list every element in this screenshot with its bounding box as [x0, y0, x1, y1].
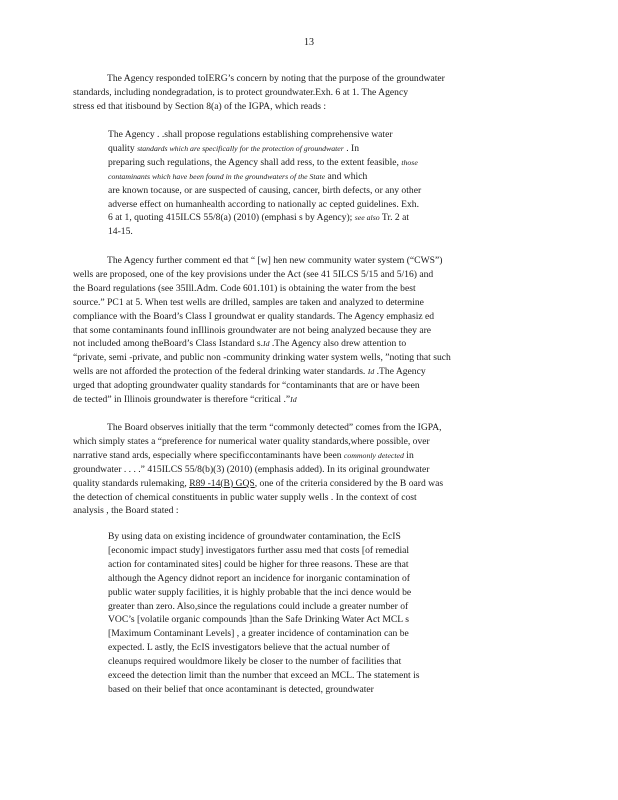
text-line: [108, 211, 472, 225]
text-line: that some contaminants found inIllinois groundwater are not being analyzed because they are: [73, 324, 432, 336]
text-line: [Maximum Contaminant Levels] , a greater incidence of contamination can be: [108, 628, 409, 640]
text-line: groundwater . . . .” 415ILCS 55/8(b)(3) (2010) (emphasis added). In its original groundwater: [73, 463, 430, 475]
emphasis-text: commonly detected: [343, 450, 404, 460]
paragraph-agency-comment: [73, 254, 489, 407]
text-line: The Agency . .shall propose regulations establishing comprehensive water: [108, 129, 393, 140]
text-line: [108, 156, 472, 170]
text-line: [108, 170, 472, 184]
text-line: [economic impact study] investigators further assu med that costs [of remedial: [108, 544, 410, 556]
text-line: the detection of chemical constituents in public water supply wells . In the context of cost: [73, 491, 417, 503]
text-line: [108, 142, 472, 156]
text-line: action for contaminated sites] could be higher for three reasons. These are that: [108, 558, 409, 570]
text-span: in: [406, 449, 414, 461]
emphasis-text: see also: [354, 213, 380, 223]
paragraph-agency-response: [73, 72, 489, 114]
text-line: the Board regulations (see 35Ill.Adm. Code 601.101) is obtaining the water from the best: [73, 282, 416, 294]
emphasis-text: those: [401, 157, 418, 167]
text-span: . In: [346, 142, 360, 154]
text-line: By using data on existing incidence of groundwater contamination, the EcIS: [108, 531, 401, 542]
page-number: 13: [304, 37, 314, 48]
text-line: [73, 449, 489, 463]
text-line: based on their belief that once acontaminant is detected, groundwater: [108, 683, 374, 695]
text-line: analysis , the Board stated :: [73, 505, 179, 517]
text-line: [73, 477, 489, 491]
text-line: cleanups required wouldmore likely be closer to the number of facilities that: [108, 656, 402, 668]
docket-link[interactable]: R89 -14(B) GQS: [189, 477, 255, 489]
text-line: are known tocause, or are suspected of causing, cancer, birth defects, or any other: [108, 184, 422, 196]
text-span: quality: [108, 142, 135, 154]
text-span: not included among theBoard’s Class Istandard s.: [73, 338, 263, 350]
emphasis-text: contaminants which have been found in the groundwaters of the State: [108, 171, 326, 181]
emphasis-text: standards which are specifically for the protection of groundwater: [137, 143, 344, 153]
text-span: and which: [327, 170, 368, 182]
text-line: stress ed that itisbound by Section 8(a) of the IGPA, which reads :: [73, 100, 327, 112]
text-span: wells are not afforded the protection of the federal drinking water standards.: [73, 366, 366, 378]
text-line: exceed the detection limit than the number that exceed an MCL. The statement is: [108, 670, 420, 682]
text-line: [73, 365, 489, 379]
text-line: urged that adopting groundwater quality standards for “contaminants that are or have been: [73, 380, 420, 392]
text-line: 14-15.: [108, 226, 133, 238]
text-line: adverse effect on humanhealth according to nationally ac cepted guidelines. Exh.: [108, 198, 419, 210]
paragraph-board-observes: [73, 421, 489, 518]
text-line: compliance with the Board’s Class I groundwat er quality standards. The Agency emphasiz ed: [73, 310, 435, 322]
text-line: [73, 393, 489, 407]
text-line: The Board observes initially that the term “commonly detected” comes from the IGPA,: [107, 422, 442, 433]
text-line: standards, including nondegradation, is to protect groundwater.Exh. 6 at 1. The Agency: [73, 86, 408, 98]
block-quote-igpa: [108, 128, 472, 239]
text-line: expected. L astly, the EcIS investigators believe that the actual number of: [108, 642, 390, 654]
text-line: VOC’s [volatile organic compounds ]than the Safe Drinking Water Act MCL s: [108, 614, 409, 626]
citation-id: Id: [290, 395, 297, 405]
text-line: greater than zero. Also,since the regulations could include a greater number of: [108, 600, 409, 612]
citation-id: Id: [262, 339, 270, 349]
block-quote-board-statement: [108, 530, 472, 697]
text-line: which simply states a “preference for numerical water quality standards,where possible, over: [73, 435, 430, 447]
text-span: Tr. 2 at: [381, 212, 409, 224]
text-line: public water supply facilities, it is highly probable that the inci dence would be: [108, 586, 412, 598]
text-span: de tected” in Illinois groundwater is therefore “critical .”: [73, 394, 291, 406]
text-line: The Agency further comment ed that “ [w] hen new community water system (“CWS”): [107, 255, 443, 266]
text-line: wells are proposed, one of the key provisions under the Act (see 41 5ILCS 5/15 and 5/16) and: [73, 268, 434, 280]
text-line: [73, 337, 489, 351]
text-span: .The Agency also drew attention to: [271, 338, 407, 350]
text-span: 6 at 1, quoting 415ILCS 55/8(a) (2010) (emphasi s by Agency);: [108, 212, 353, 224]
citation-id: Id: [367, 367, 375, 377]
text-span: , one of the criteria considered by the B oard was: [254, 477, 444, 489]
text-line: source.” PC1 at 5. When test wells are drilled, samples are taken and analyzed to determine: [73, 296, 424, 308]
text-span: quality standards rulemaking,: [73, 477, 187, 489]
text-line: The Agency responded toIERG’s concern by noting that the purpose of the groundwater: [107, 73, 445, 84]
text-span: preparing such regulations, the Agency shall add ress, to the extent feasible,: [108, 156, 399, 168]
text-line: “private, semi -private, and public non -community drinking water system wells, ”noting that such: [73, 352, 451, 364]
text-span: .The Agency: [376, 366, 426, 378]
text-span: narrative stand ards, especially where specificcontaminants have been: [73, 449, 342, 461]
text-line: although the Agency didnot report an incidence for inorganic contamination of: [108, 572, 410, 584]
